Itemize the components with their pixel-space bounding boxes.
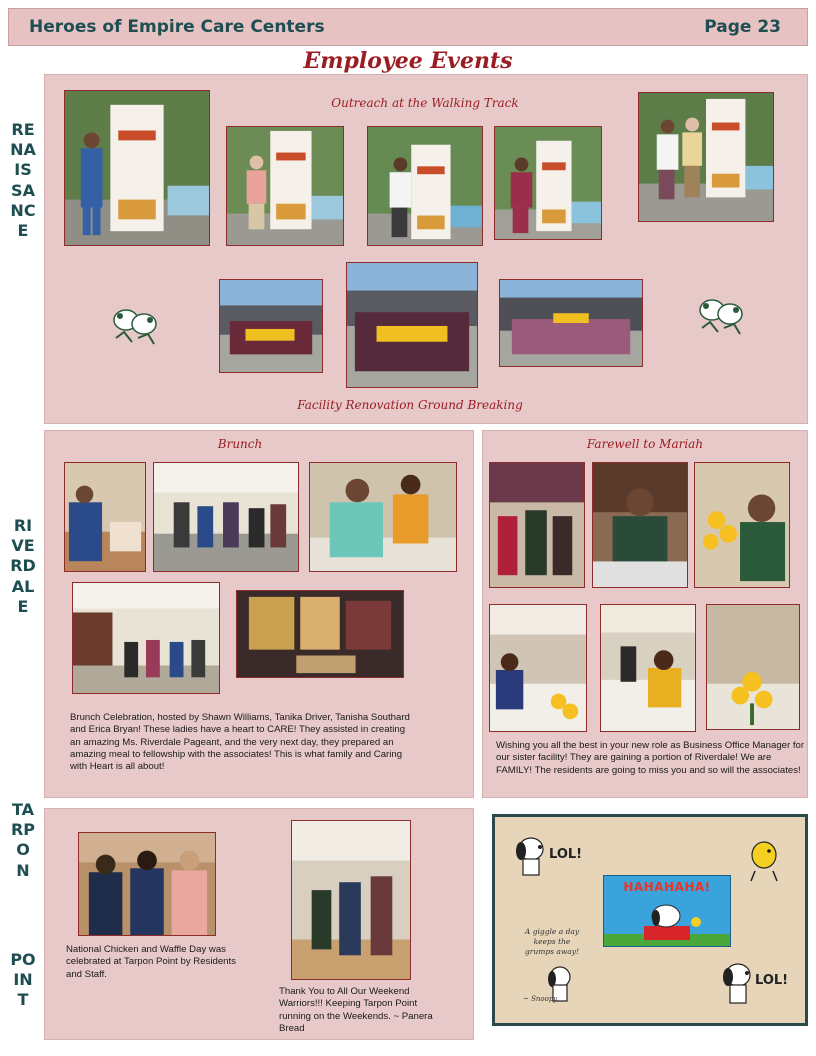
brunch-description: Brunch Celebration, hosted by Shawn Williams, Tanika Driver, Tanisha Southard and Erica Bryan! These ladies have a heart to CARE! They assisted in creating an amazing Ms. Riverdale Pageant, and the very next day, they prepared an amazing meal to fellowship with the associates! This is what family and Caring with Heart is all about!: [70, 712, 410, 773]
page-header: [8, 8, 808, 46]
snoopy-comic-panel: [492, 814, 808, 1026]
photo-farewell-1: [489, 462, 585, 588]
photo-brunch-5: [236, 590, 404, 678]
hahaha-text: HAHAHAHA!: [623, 880, 711, 894]
photo-farewell-4: [489, 604, 587, 732]
section-label-point: POINT: [10, 950, 36, 1010]
farewell-description: Wishing you all the best in your new role as Business Office Manager for our sister facility! They are gaining a portion of Riverdale! We are FAMILY! The residents are going to miss you and so will the associates!: [496, 740, 805, 776]
section-label-riverdale: RIVERDALE: [10, 516, 36, 616]
photo-farewell-5: [600, 604, 696, 732]
snoopy-laughing-icon-bottom: [721, 959, 755, 1005]
farewell-title: Farewell to Mariah: [586, 437, 704, 451]
photo-walking-track-1: [64, 90, 210, 246]
snoopy-laughing-icon-top: [513, 833, 549, 877]
photo-brunch-4: [72, 582, 220, 694]
photo-walking-track-2: [226, 126, 344, 246]
brunch-title: Brunch: [217, 437, 263, 451]
caption-walking-track: Outreach at the Walking Track: [331, 96, 519, 110]
photo-brunch-1: [64, 462, 146, 572]
page-title: Employee Events: [303, 48, 513, 74]
photo-brunch-2: [153, 462, 299, 572]
photo-walking-track-5: [638, 92, 774, 222]
giggle-quote: A giggle a day keeps the grumps away!: [524, 927, 580, 956]
snoopy-dancing-icon-right: [692, 288, 750, 344]
hahaha-cartoon: [603, 875, 731, 947]
woodstock-icon: [747, 835, 781, 885]
photo-chicken-waffle: [78, 832, 216, 936]
photo-weekend-warriors: [291, 820, 411, 980]
page-number: Page 23: [704, 17, 781, 37]
photo-farewell-6: [706, 604, 800, 730]
section-label-tarpon: TARPON: [10, 800, 36, 880]
chicken-waffle-description: National Chicken and Waffle Day was celebrated at Tarpon Point by Residents and Staff.: [66, 944, 236, 980]
photo-walking-track-3: [367, 126, 483, 246]
photo-farewell-3: [694, 462, 790, 588]
section-label-renaissance: RENAISSANCE: [10, 120, 36, 241]
photo-ground-breaking-1: [219, 279, 323, 373]
lol-text-bottom: LOL!: [755, 973, 789, 988]
newsletter-title: Heroes of Empire Care Centers: [29, 17, 325, 37]
caption-ground-breaking: Facility Renovation Ground Breaking: [297, 398, 523, 412]
snoopy-dancing-icon-left: [106, 298, 164, 354]
lol-text-top: LOL!: [549, 847, 583, 862]
weekend-warriors-description: Thank You to All Our Weekend Warriors!!! Keeping Tarpon Point running on the Weekends. ~ Panera Bread: [279, 986, 433, 1034]
photo-brunch-3: [309, 462, 457, 572]
photo-ground-breaking-3: [499, 279, 643, 367]
photo-farewell-2: [592, 462, 688, 588]
photo-walking-track-4: [494, 126, 602, 240]
photo-ground-breaking-2: [346, 262, 478, 388]
snoopy-signature: ~ Snoopy: [523, 995, 558, 1003]
